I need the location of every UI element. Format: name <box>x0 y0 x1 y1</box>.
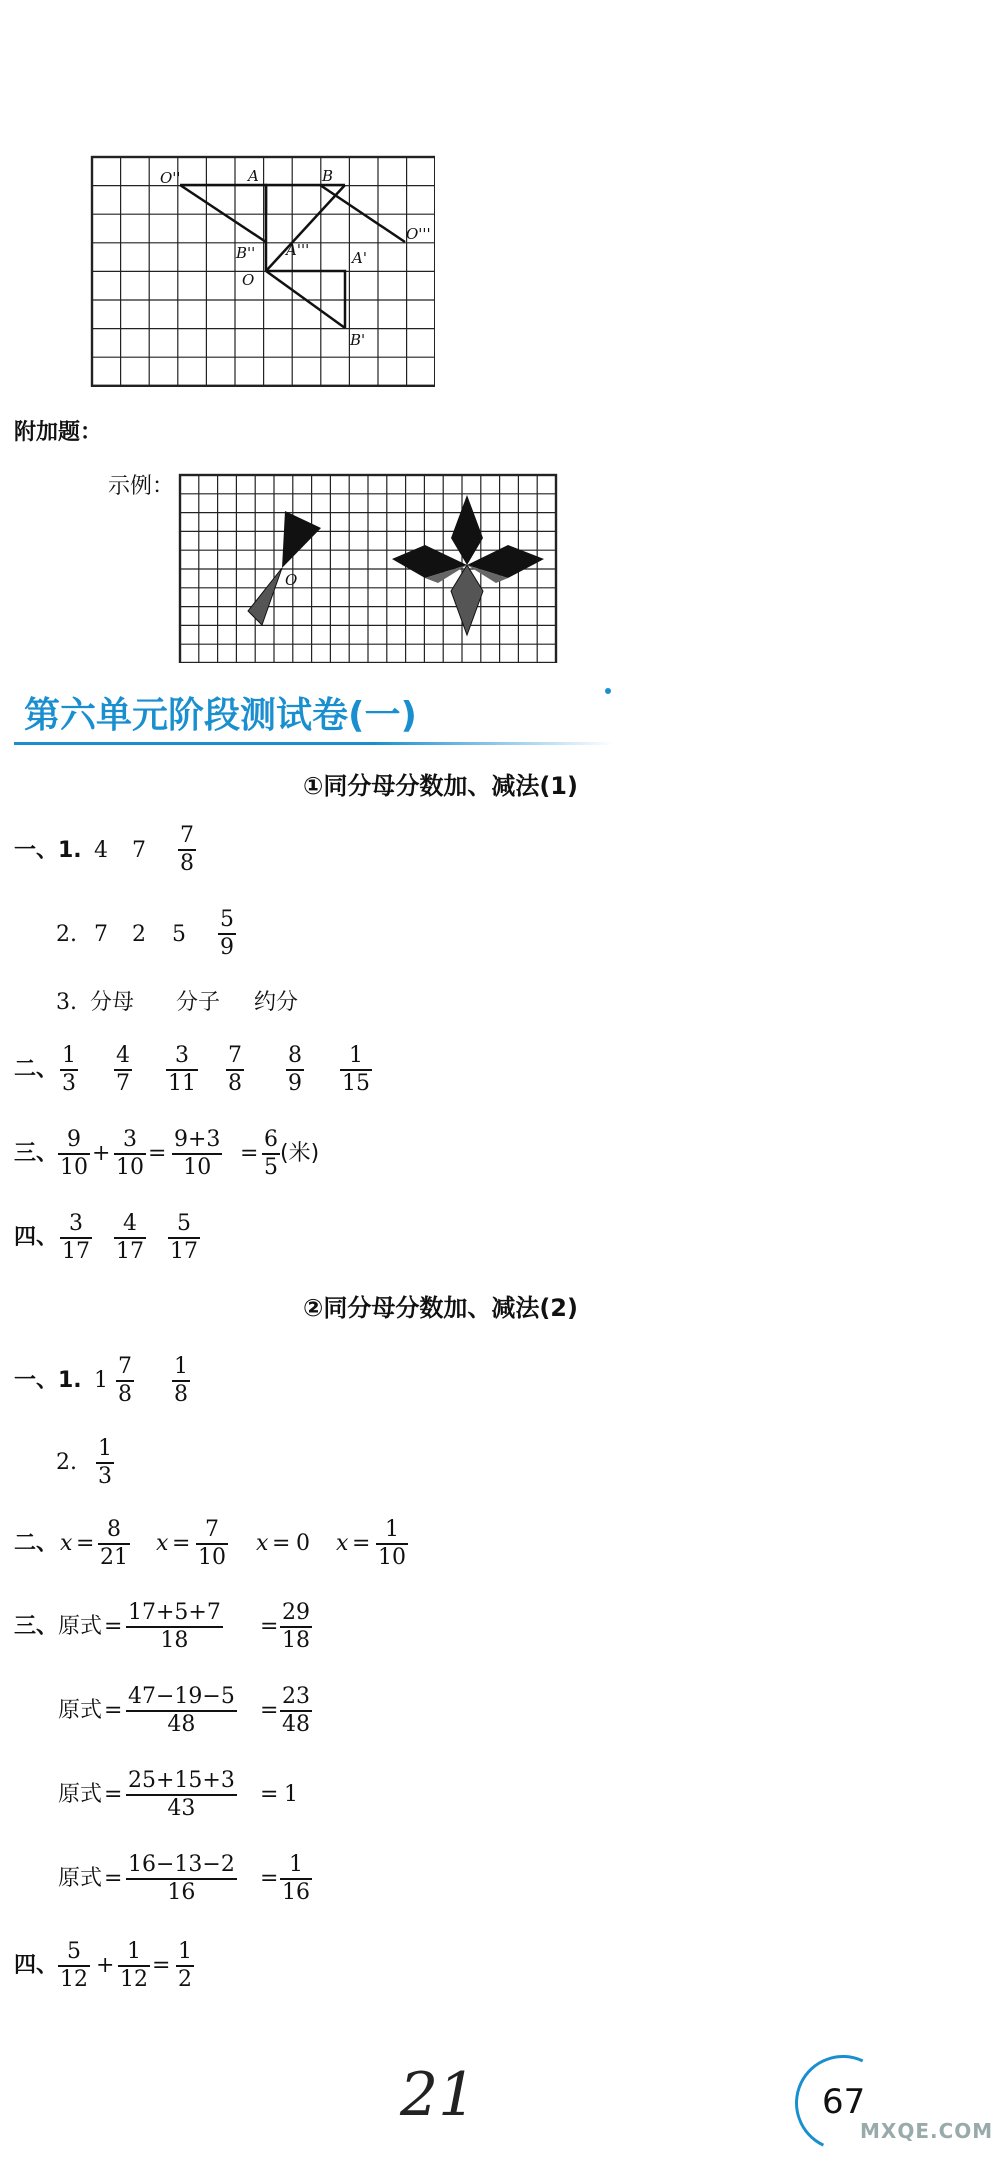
expression-text: 原式 <box>58 1614 103 1639</box>
denominator: 16 <box>282 1880 310 1905</box>
numerator: 1 <box>62 1043 76 1068</box>
label-b1: B' <box>350 331 366 349</box>
expression-text: 原式 <box>58 1782 103 1807</box>
fraction <box>126 1600 223 1654</box>
operator: = <box>272 1531 291 1556</box>
operator: = <box>352 1531 371 1556</box>
gray-diamond-bottom <box>451 565 483 635</box>
q3-prefix: 三、 <box>14 1141 59 1166</box>
handwritten-number: 21 <box>400 2060 477 2130</box>
fraction <box>168 1211 200 1265</box>
answer-value: 1 <box>94 1368 108 1393</box>
fraction: 1 2 <box>178 1939 192 1992</box>
part1-title: ①同分母分数加、减法(1) <box>303 772 578 800</box>
variable: x <box>256 1531 269 1556</box>
denominator: 17 <box>116 1239 144 1264</box>
answer-value: 4 <box>94 838 108 863</box>
answer-value: 分子 <box>176 990 221 1015</box>
numerator: 1 <box>349 1043 363 1068</box>
fraction <box>60 1211 92 1265</box>
q2-prefix: 二、 <box>14 1531 59 1556</box>
expression-text: = <box>260 1698 279 1723</box>
denominator: 15 <box>342 1071 370 1096</box>
q1-2-prefix: 2. <box>56 922 77 947</box>
fraction <box>280 1600 312 1654</box>
answer-value: 约分 <box>254 990 299 1015</box>
label-b: B <box>322 167 334 185</box>
dark-kite-left <box>282 511 321 568</box>
fraction <box>280 1684 312 1738</box>
example-label: 示例： <box>108 474 175 499</box>
part2-title: ②同分母分数加、减法(2) <box>303 1294 578 1322</box>
rotation-grid-figure <box>90 155 435 390</box>
numerator: 3 <box>175 1043 189 1068</box>
denominator: 48 <box>282 1712 310 1737</box>
fraction <box>340 1043 372 1097</box>
denominator: 17 <box>170 1239 198 1264</box>
operator: = <box>240 1141 259 1166</box>
watermark: MXQE.COM <box>860 2119 994 2143</box>
numerator: 23 <box>282 1684 310 1709</box>
label-a1: A' <box>352 249 367 267</box>
q4-prefix: 四、 <box>14 1225 59 1250</box>
denominator: 3 <box>62 1071 76 1096</box>
operator: = <box>152 1953 171 1978</box>
fraction <box>166 1043 198 1097</box>
expression-text: 原式 <box>58 1698 103 1723</box>
numerator: 1 <box>289 1852 303 1877</box>
denominator: 11 <box>168 1071 196 1096</box>
answer-value: 0 <box>296 1531 310 1556</box>
answer-value: 7 <box>132 838 146 863</box>
fraction <box>126 1852 237 1906</box>
numerator: 25+15+3 <box>128 1768 235 1793</box>
q4-prefix: 四、 <box>14 1953 59 1978</box>
expression-text: = <box>260 1782 279 1807</box>
q1-3-prefix: 3. <box>56 990 77 1015</box>
label-o2: O'' <box>160 169 181 187</box>
fraction <box>126 1768 237 1822</box>
fraction <box>226 1043 244 1097</box>
variable: x <box>60 1531 73 1556</box>
denominator: 16 <box>167 1880 196 1905</box>
extra-heading: 附加题： <box>14 420 103 445</box>
expression-text: = <box>104 1614 123 1639</box>
triangle-c-side <box>320 185 405 242</box>
operator: = <box>76 1531 95 1556</box>
fraction: 5 9 <box>220 907 234 960</box>
numerator: 8 <box>288 1043 302 1068</box>
fraction: 1 12 <box>120 1939 148 1992</box>
q1-1-prefix: 一、1. <box>14 838 82 863</box>
numerator: 29 <box>282 1600 310 1625</box>
fraction <box>114 1211 146 1265</box>
denominator: 48 <box>167 1712 196 1737</box>
answer-value: 7 <box>94 922 108 947</box>
expression-text: = <box>260 1866 279 1891</box>
label-a: A <box>248 167 259 185</box>
denominator: 8 <box>228 1071 242 1096</box>
fraction: 7 8 <box>118 1354 132 1407</box>
example-o-label: O <box>285 571 298 589</box>
fraction: 6 5 <box>264 1127 278 1180</box>
expression-text: 1 <box>284 1782 298 1807</box>
numerator: 47−19−5 <box>128 1684 235 1709</box>
q1-2-prefix: 2. <box>56 1450 77 1475</box>
label-o3: O''' <box>406 225 431 243</box>
fraction <box>60 1043 78 1097</box>
fraction: 7 10 <box>198 1517 226 1570</box>
denominator: 18 <box>282 1628 310 1653</box>
operator: = <box>148 1141 167 1166</box>
expression-text: = <box>104 1698 123 1723</box>
answer-value: 分母 <box>90 990 135 1015</box>
denominator: 9 <box>288 1071 302 1096</box>
fraction: 9 10 <box>60 1127 88 1180</box>
triangle-b <box>180 185 266 214</box>
denominator: 7 <box>116 1071 130 1096</box>
q2-prefix: 二、 <box>14 1057 59 1082</box>
label-a3: A''' <box>286 241 310 259</box>
fraction <box>114 1043 132 1097</box>
gray-kite-left <box>248 568 282 625</box>
operator: + <box>92 1141 111 1166</box>
expression-text: = <box>104 1782 123 1807</box>
numerator: 5 <box>177 1211 191 1236</box>
denominator: 18 <box>160 1628 189 1653</box>
section-title: 第六单元阶段测试卷(一) <box>24 695 417 736</box>
fraction: 5 12 <box>60 1939 88 1992</box>
operator: + <box>96 1953 115 1978</box>
numerator: 4 <box>123 1211 137 1236</box>
answer-value: 2 <box>132 922 146 947</box>
numerator: 3 <box>69 1211 83 1236</box>
numerator: 16−13−2 <box>128 1852 235 1877</box>
example-grid-figure <box>178 473 560 663</box>
numerator: 17+5+7 <box>128 1600 221 1625</box>
fraction: 3 10 <box>116 1127 144 1180</box>
fraction: 1 3 <box>98 1436 112 1489</box>
fraction: 8 21 <box>100 1517 128 1570</box>
q3-prefix: 三、 <box>14 1614 59 1639</box>
fraction <box>280 1852 312 1906</box>
numerator: 4 <box>116 1043 130 1068</box>
page-number: 67 <box>822 2082 866 2122</box>
expression-text: = <box>104 1866 123 1891</box>
fraction: 9+3 10 <box>174 1127 221 1180</box>
label-o: O <box>242 271 255 289</box>
denominator: 43 <box>167 1796 196 1821</box>
numerator: 7 <box>228 1043 242 1068</box>
fraction: 1 10 <box>378 1517 406 1570</box>
expression-text: 原式 <box>58 1866 103 1891</box>
expression-text: = <box>260 1614 279 1639</box>
fraction: 7 8 <box>180 823 194 876</box>
fraction: 1 8 <box>174 1354 188 1407</box>
q1-1-prefix: 一、1. <box>14 1368 82 1393</box>
variable: x <box>336 1531 349 1556</box>
fraction <box>126 1684 237 1738</box>
section-title-dots <box>605 688 611 694</box>
answer-value: 5 <box>172 922 186 947</box>
dark-diamond-top <box>451 495 483 565</box>
fraction <box>286 1043 304 1097</box>
label-b2: B'' <box>236 244 256 262</box>
unit: (米) <box>280 1141 320 1166</box>
triangle-b-side <box>180 185 266 242</box>
variable: x <box>156 1531 169 1556</box>
section-title-underline <box>14 742 614 745</box>
denominator: 17 <box>62 1239 90 1264</box>
operator: = <box>172 1531 191 1556</box>
